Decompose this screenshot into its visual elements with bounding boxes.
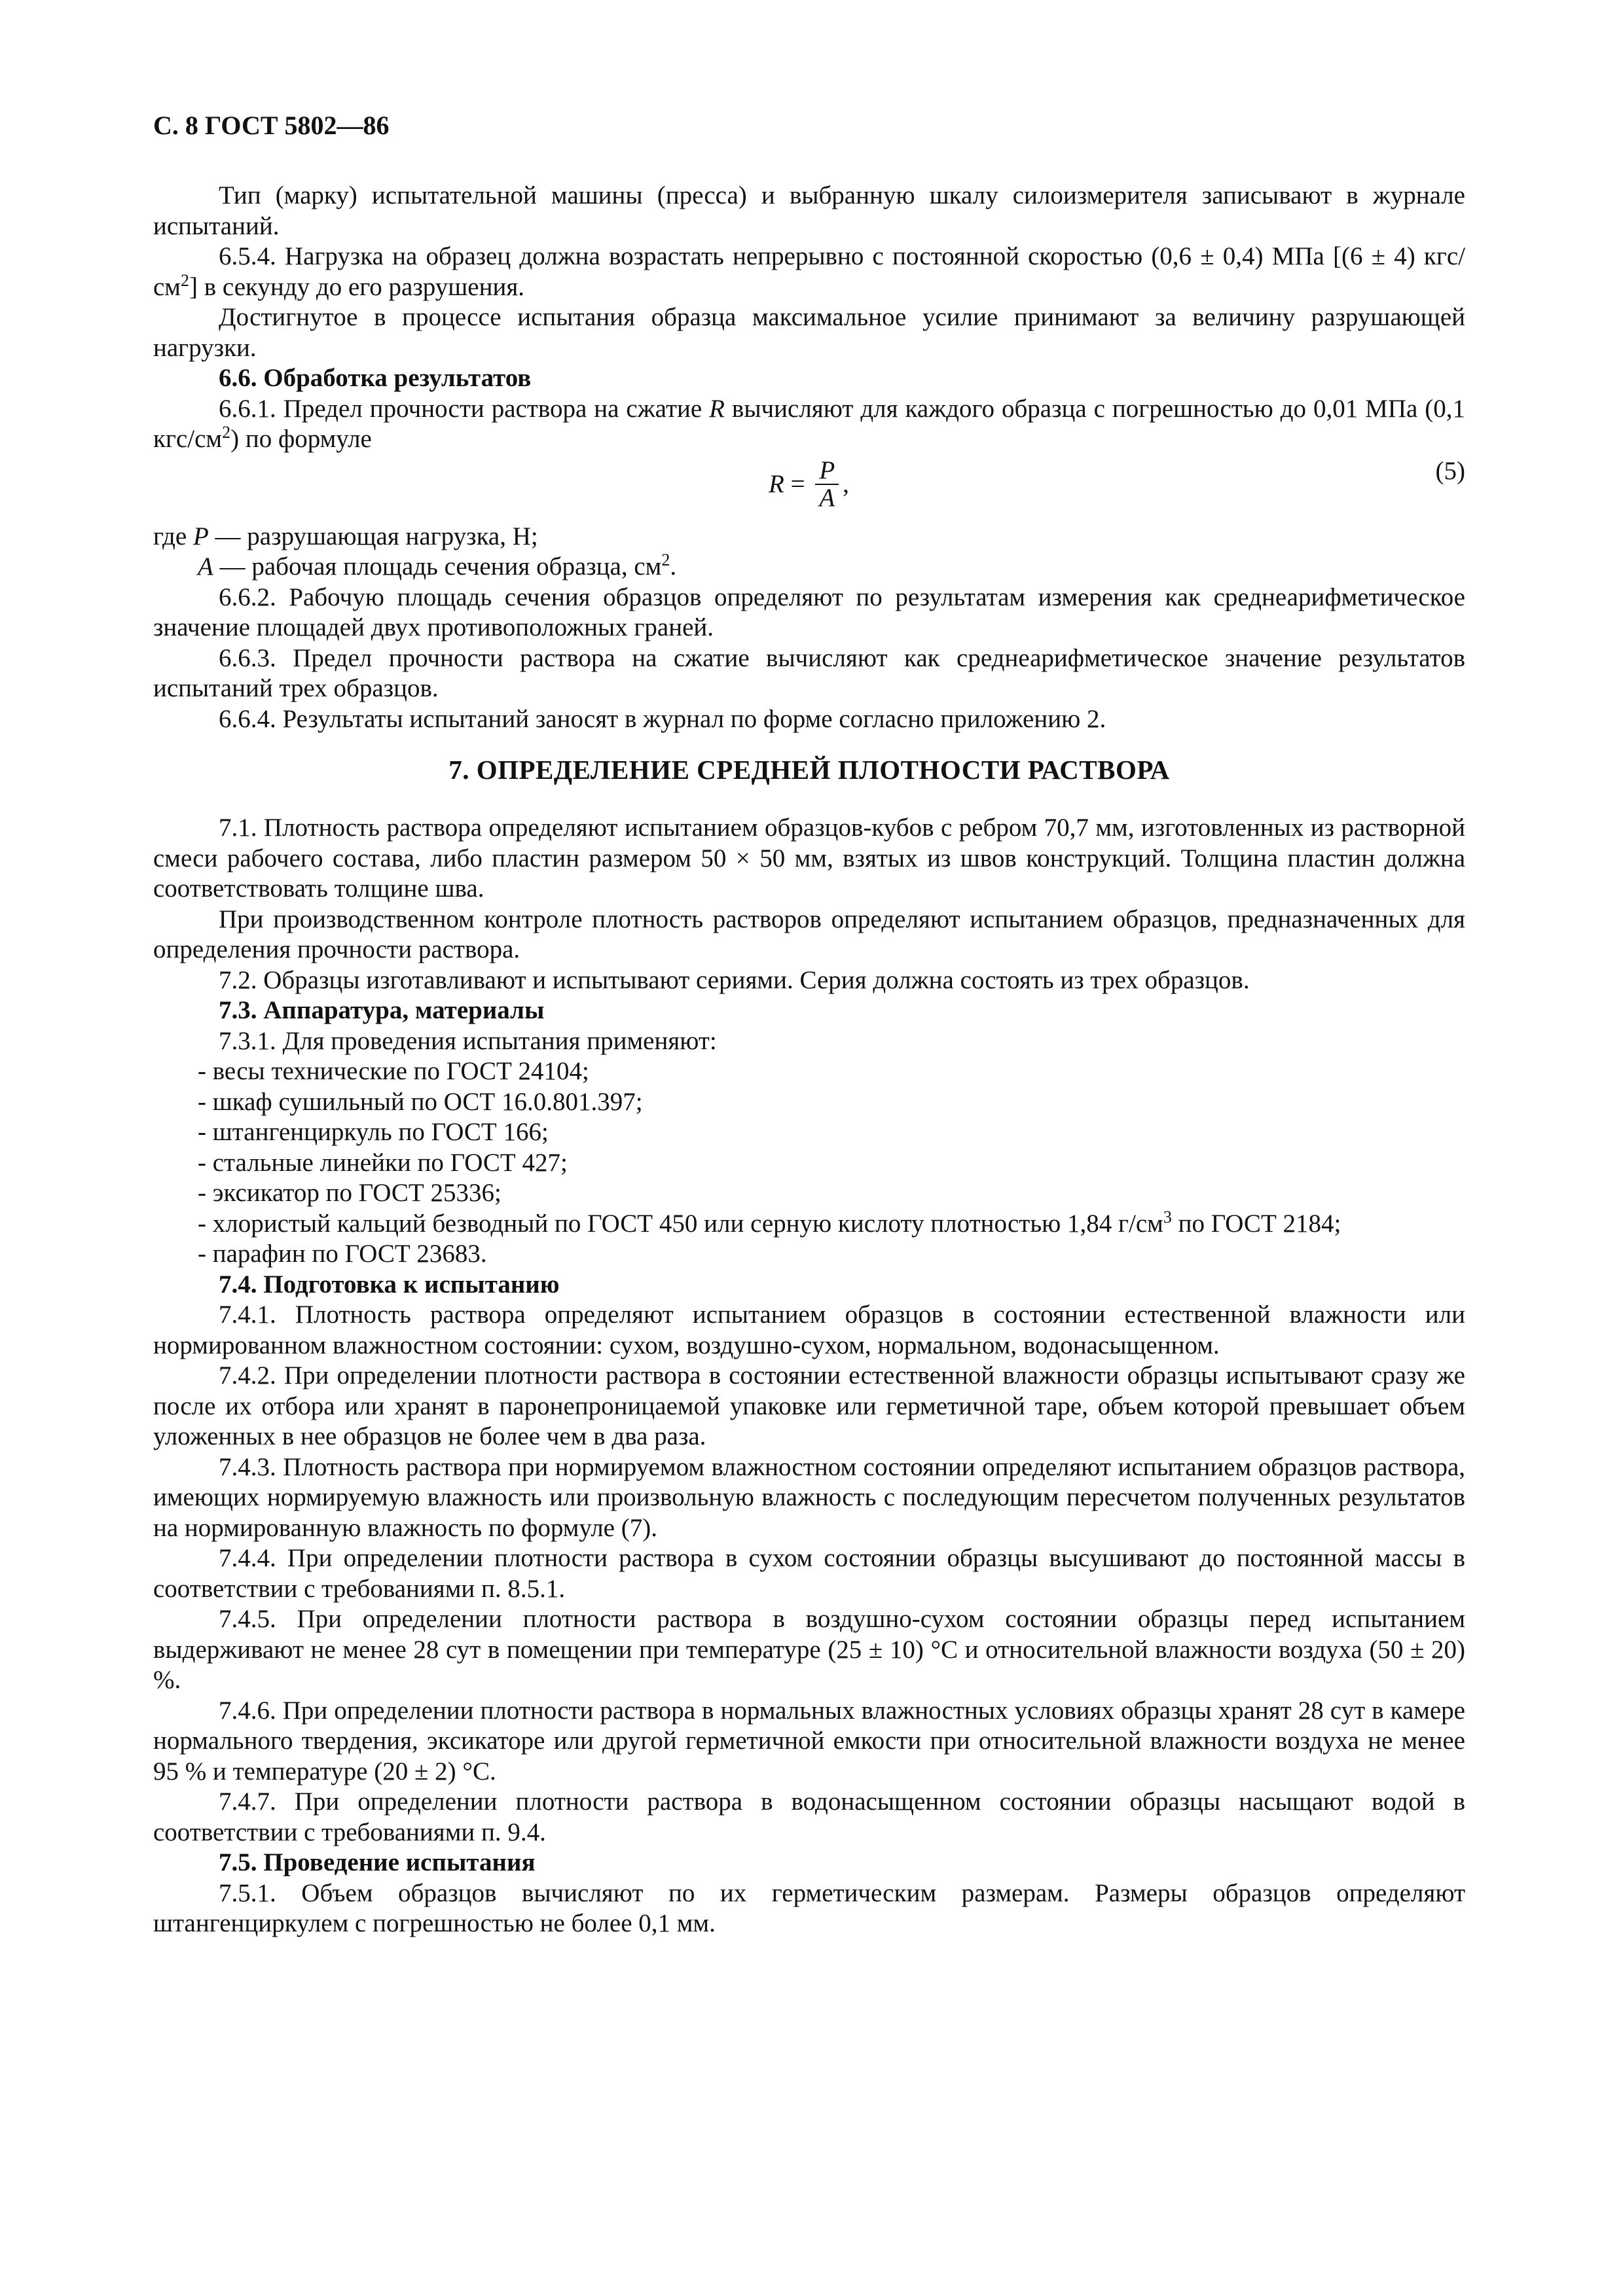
list-item-calcium-chloride: - хлористый кальций безводный по ГОСТ 450 или серную кислоту плотностью 1,84 $г/см^3$ по ГОСТ 2184; bbox=[198, 1207, 1341, 1238]
paragraph-7-1-production-control: При производственном контроле плотность растворов определяют испытанием образцов, предназначенных для определения прочности раствора. bbox=[153, 905, 1465, 963]
formula-number: (5) bbox=[1435, 456, 1465, 485]
paragraph-6-5-4: 6.5.4. Нагрузка на образец должна возрастать непрерывно с постоянной скоростью (0,6 ± 0,4) МПа [(6 ± 4) кгс/$см^2$] в секунду до его разрушения. bbox=[153, 242, 1465, 301]
subsection-7-4-title: 7.4. Подготовка к испытанию bbox=[219, 1270, 560, 1299]
paragraph-7-4-7: 7.4.7. При определении плотности раствора в водонасыщенном состоянии образцы насыщают водой в соответствии с требованиями п. 9.4. bbox=[153, 1787, 1465, 1846]
document-page bbox=[153, 110, 1465, 1939]
page-header: С. 8 ГОСТ 5802—86 bbox=[153, 111, 390, 140]
formula-fraction: $\frac{P}{A}$ bbox=[815, 457, 839, 511]
paragraph-6-6-3: 6.6.3. Предел прочности раствора на сжатие вычисляют как среднеарифметическое значение результатов испытаний трех образцов. bbox=[153, 643, 1465, 702]
where-a-definition: A — рабочая площадь сечения образца, $см^2$. bbox=[198, 550, 677, 581]
paragraph-7-5-1: 7.5.1. Объем образцов вычисляют по их герметическим размерам. Размеры образцов определяют штангенциркулем с погрешностью не более 0,1 мм. bbox=[153, 1878, 1465, 1937]
formula-5 bbox=[153, 456, 1465, 512]
section-7-title: 7. ОПРЕДЕЛЕНИЕ СРЕДНЕЙ ПЛОТНОСТИ РАСТВОРА bbox=[448, 755, 1170, 785]
paragraph-7-3-1: 7.3.1. Для проведения испытания применяют: bbox=[219, 1026, 717, 1055]
paragraph-7-4-6: 7.4.6. При определении плотности раствора в нормальных влажностных условиях образцы хранят 28 сут в камере нормального твердения, эксикаторе или другой герметичной емкости при относительной влажности воздуха не менее 95 % и температуре (20 ± 2) °С. bbox=[153, 1696, 1465, 1785]
where-p-definition: где P — разрушающая нагрузка, Н; bbox=[153, 522, 538, 550]
list-item: - эксикатор по ГОСТ 25336; bbox=[198, 1179, 501, 1207]
paragraph-6-6-4: 6.6.4. Результаты испытаний заносят в журнал по форме согласно приложению 2. bbox=[219, 704, 1106, 733]
paragraph-7-4-1: 7.4.1. Плотность раствора определяют испытанием образцов в состоянии естественной влажности или нормированном влажностном состоянии: сухом, воздушно-сухом, нормальном, водонасыщенном. bbox=[153, 1300, 1465, 1359]
paragraph-7-4-3: 7.4.3. Плотность раствора при нормируемом влажностном состоянии определяют испытанием образцов раствора, имеющих нормируемую влажность или произвольную влажность с последующим пересчетом полученных результатов на нормированную влажность по формуле (7). bbox=[153, 1452, 1465, 1542]
paragraph-7-4-5: 7.4.5. При определении плотности раствора в воздушно-сухом состоянии образцы перед испытанием выдерживают не менее 28 сут в помещении при температуре (25 ± 10) °С и относительной влажности воздуха (50 ± 20) %. bbox=[153, 1605, 1465, 1694]
paragraph-7-4-2: 7.4.2. При определении плотности раствора в состоянии естественной влажности образцы испытывают сразу же после их отбора или хранят в паронепроницаемой упаковке или герметичной таре, объем которой превышает объем уложенных в нее образцов не более чем в два раза. bbox=[153, 1361, 1465, 1450]
list-item: - весы технические по ГОСТ 24104; bbox=[198, 1057, 589, 1085]
subsection-7-5-title: 7.5. Проведение испытания bbox=[219, 1848, 536, 1876]
list-item: - штангенциркуль по ГОСТ 166; bbox=[198, 1118, 549, 1146]
paragraph-max-load: Достигнутое в процессе испытания образца максимальное усилие принимают за величину разрушающей нагрузки. bbox=[153, 303, 1465, 362]
paragraph-machine-type: Тип (марку) испытательной машины (пресса) и выбранную шкалу силоизмерителя записывают в журнале испытаний. bbox=[153, 181, 1465, 240]
paragraph-7-1: 7.1. Плотность раствора определяют испытанием образцов-кубов с ребром 70,7 мм, изготовленных из растворной смеси рабочего состава, либо пластин размером 50 × 50 мм, взятых из швов конструкций. Толщина пластин должна соответствовать толщине шва. bbox=[153, 814, 1465, 903]
paragraph-6-6-2: 6.6.2. Рабочую площадь сечения образцов определяют по результатам измерения как среднеарифметическое значение площадей двух противоположных граней. bbox=[153, 583, 1465, 641]
subsection-6-6-title: 6.6. Обработка результатов bbox=[219, 364, 532, 392]
list-item: - стальные линейки по ГОСТ 427; bbox=[198, 1148, 568, 1177]
list-item-paraffin: - парафин по ГОСТ 23683. bbox=[198, 1240, 487, 1268]
subsection-7-3-title: 7.3. Аппаратура, материалы bbox=[219, 996, 545, 1024]
list-item: - шкаф сушильный по ОСТ 16.0.801.397; bbox=[198, 1087, 643, 1116]
formula-expression: R = $\frac{P}{A}$ , bbox=[769, 456, 849, 512]
paragraph-7-2: 7.2. Образцы изготавливают и испытывают сериями. Серия должна состоять из трех образцов. bbox=[219, 965, 1250, 994]
paragraph-7-4-4: 7.4.4. При определении плотности раствора в сухом состоянии образцы высушивают до постоянной массы в соответствии с требованиями п. 8.5.1. bbox=[153, 1544, 1465, 1603]
paragraph-6-6-1: 6.6.1. Предел прочности раствора на сжатие R вычисляют для каждого образца с погрешностью до 0,01 МПа (0,1 кгс/$см^2$) по формуле bbox=[153, 394, 1466, 453]
